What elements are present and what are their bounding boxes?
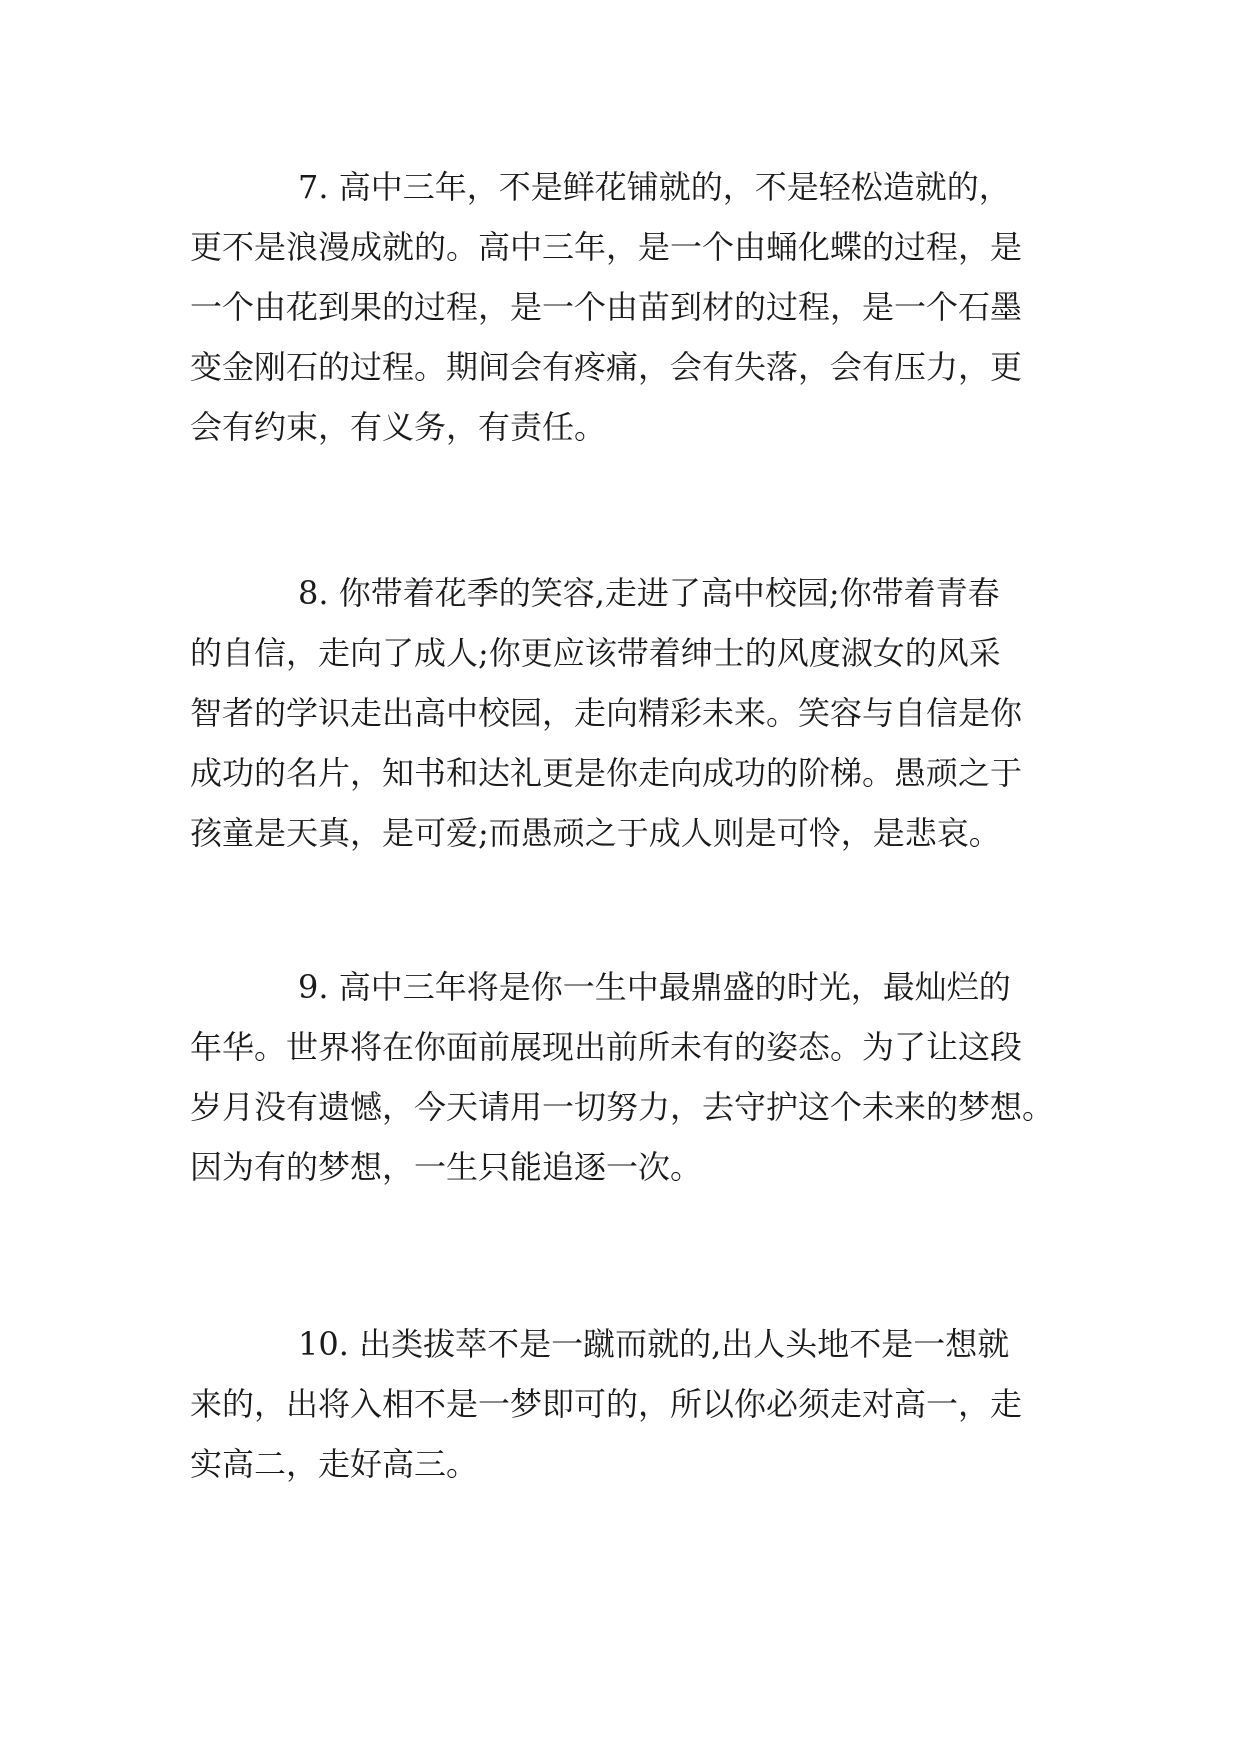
paragraph-line: 实高二，走好高三。 — [190, 1445, 479, 1483]
paragraph-10 — [190, 1314, 1050, 1494]
paragraph-8 — [190, 563, 1050, 863]
paragraph-9 — [190, 957, 1055, 1197]
paragraph-line: 变金刚石的过程。期间会有疼痛，会有失落，会有压力，更 — [190, 348, 1023, 386]
paragraph-line: 成功的名片，知书和达礼更是你走向成功的阶梯。愚顽之于 — [190, 754, 1023, 792]
paragraph-line: 一个由花到果的过程，是一个由苗到材的过程，是一个石墨 — [190, 288, 1023, 326]
paragraph-7 — [190, 157, 1050, 457]
paragraph-line: 9. 高中三年将是你一生中最鼎盛的时光，最灿烂的 — [298, 968, 1011, 1006]
paragraph-line: 岁月没有遗憾，今天请用一切努力，去守护这个未来的梦想。 — [190, 1088, 1055, 1126]
paragraph-line: 来的，出将入相不是一梦即可的，所以你必须走对高一，走 — [190, 1385, 1023, 1423]
paragraph-line: 8. 你带着花季的笑容,走进了高中校园;你带着青春 — [298, 574, 1000, 612]
paragraph-line: 因为有的梦想，一生只能追逐一次。 — [190, 1148, 703, 1186]
paragraph-line: 7. 高中三年，不是鲜花铺就的，不是轻松造就的， — [298, 168, 1011, 206]
paragraph-line: 智者的学识走出高中校园，走向精彩未来。笑容与自信是你 — [190, 694, 1023, 732]
paragraph-line: 年华。世界将在你面前展现出前所未有的姿态。为了让这段 — [190, 1028, 1023, 1066]
paragraph-line: 更不是浪漫成就的。高中三年，是一个由蛹化蝶的过程，是 — [190, 228, 1023, 266]
paragraph-line: 孩童是天真，是可爱;而愚顽之于成人则是可怜，是悲哀。 — [190, 814, 1001, 852]
paragraph-line: 会有约束，有义务，有责任。 — [190, 408, 607, 446]
paragraph-line: 10. 出类拔萃不是一蹴而就的,出人头地不是一想就 — [298, 1325, 1010, 1363]
paragraph-line: 的自信，走向了成人;你更应该带着绅士的风度淑女的风采 — [190, 634, 1001, 672]
